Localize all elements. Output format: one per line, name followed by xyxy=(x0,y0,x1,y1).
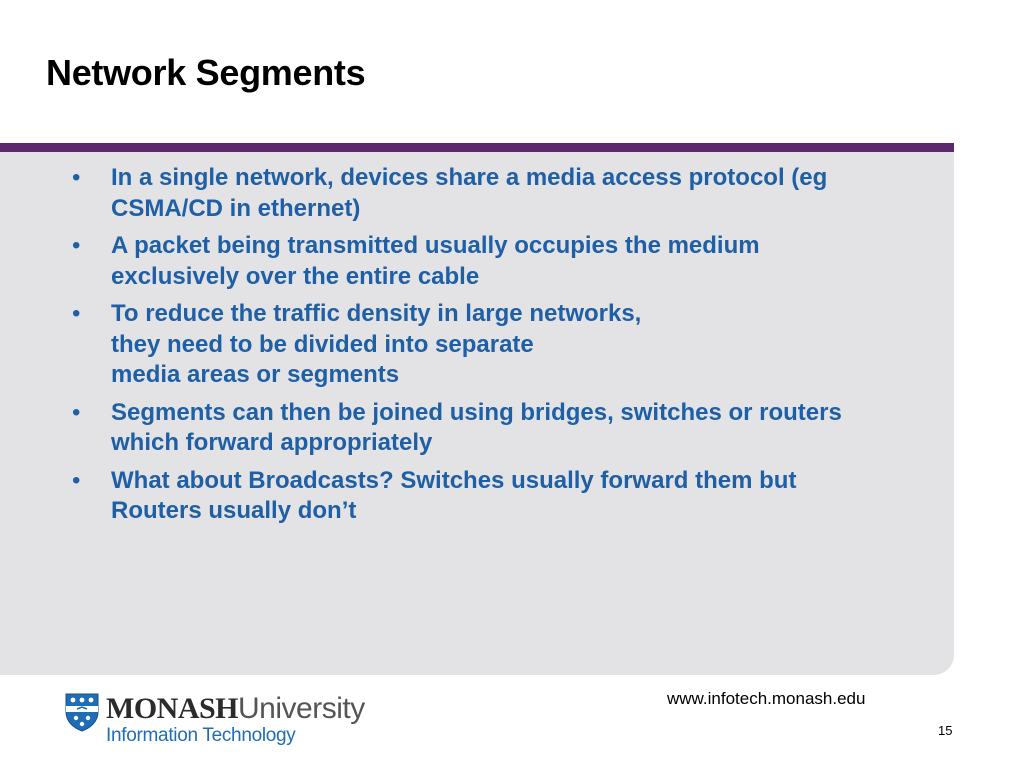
bullet-text-line: What about Broadcasts? Switches usually forward them but xyxy=(111,466,797,494)
slide-title: Network Segments xyxy=(46,52,366,93)
monash-logo xyxy=(64,692,404,748)
bullet-marker: • xyxy=(72,300,81,327)
bullet-marker: • xyxy=(72,398,81,426)
bullet-text-line: exclusively over the entire cable xyxy=(111,262,480,290)
bullet-text-line: A packet being transmitted usually occupies the medium xyxy=(111,232,760,259)
bullet-text-line: media areas or segments xyxy=(111,361,400,388)
bullet-text-line: Segments can then be joined using bridges, switches or routers xyxy=(111,398,842,426)
logo-university-text: University xyxy=(238,692,365,725)
bullet-marker: • xyxy=(72,232,81,259)
monash-shield-icon xyxy=(64,692,100,732)
page-number: 15 xyxy=(938,723,953,738)
bullet-item xyxy=(72,299,992,391)
bullet-list xyxy=(72,163,992,534)
logo-monash-text: MONASH xyxy=(106,692,238,725)
footer-url: www.infotech.monash.edu xyxy=(667,689,866,708)
bullet-item xyxy=(72,163,992,224)
bullet-text-line: To reduce the traffic density in large networks, xyxy=(111,300,642,327)
bullet-item xyxy=(72,466,992,527)
bullet-marker: • xyxy=(72,164,81,191)
bullet-text-line: CSMA/CD in ethernet) xyxy=(111,194,361,222)
title-divider-bar xyxy=(0,143,954,152)
bullet-marker: • xyxy=(72,466,81,494)
logo-wordmark xyxy=(106,692,365,726)
bullet-item xyxy=(72,231,992,292)
bullet-item xyxy=(72,398,992,459)
bullet-text-line: which forward appropriately xyxy=(111,429,433,456)
bullet-text-line: they need to be divided into separate xyxy=(111,330,534,358)
bullet-text-line: In a single network, devices share a media access protocol (eg xyxy=(111,164,828,191)
logo-subtitle: Information Technology xyxy=(106,725,296,746)
bullet-text-line: Routers usually don’t xyxy=(111,497,357,524)
